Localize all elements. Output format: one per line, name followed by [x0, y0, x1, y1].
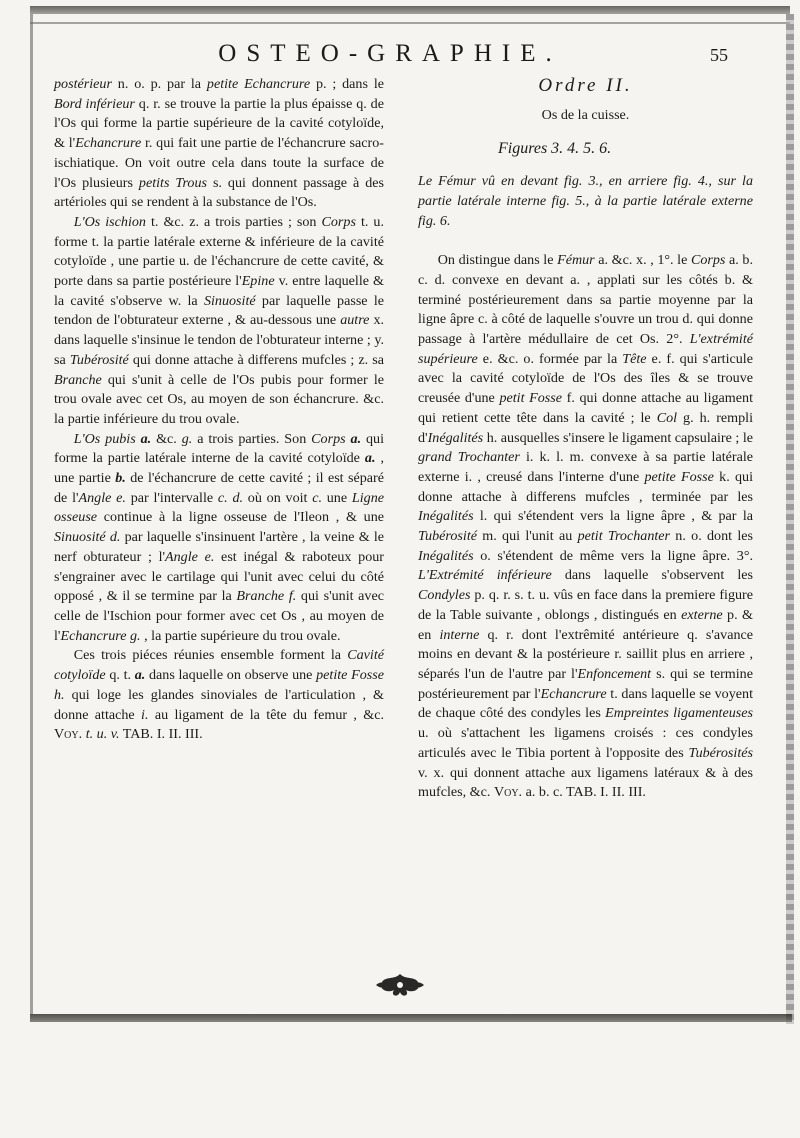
- text-run: L'Os pubis: [73, 430, 136, 447]
- text-run: est inégal & raboteux pour s'engrainer avec le cartilage qui l'unit avec celui du côté opposé , & il se termine par la: [54, 548, 384, 605]
- text-run: c. d.: [217, 489, 244, 506]
- text-run: a.: [134, 667, 146, 684]
- text-run: Inégalités: [418, 547, 474, 564]
- text-run: Inégalités: [427, 429, 484, 446]
- text-run: Condyles: [418, 587, 471, 604]
- text-run: v. x. qui donnent attache aux ligamens latéraux & à des mufcles, &c.: [418, 764, 753, 801]
- paragraph-pubis: [54, 430, 384, 647]
- text-run: Ligne osseuse: [54, 489, 384, 526]
- text-run: Inégalités: [418, 508, 474, 525]
- text-run: par laquelle s'insinuent l'artère , la veine & le nerf obturateur ; l': [54, 529, 384, 565]
- text-run: r. qui fait une partie de l'échancrure sacro-ischiatique. On voit outre cela dans toute la surface de l'Os plusieurs: [54, 135, 384, 191]
- text-run: petits Trous: [138, 174, 207, 191]
- text-run: Echancrure g.: [60, 627, 141, 644]
- right-column: [418, 75, 753, 803]
- paragraph-femur: [418, 251, 753, 803]
- text-run: grand Trochanter: [418, 449, 520, 466]
- text-run: où on voit: [243, 489, 313, 506]
- text-run: a trois parties. Son: [192, 430, 312, 447]
- text-run: Tête: [622, 350, 647, 367]
- right-border-rule: [786, 14, 794, 1024]
- text-run: t. &c. z. a trois parties ; son: [145, 213, 322, 230]
- text-run: Cavité cotyloïde: [54, 647, 384, 684]
- section-subheading: Os de la cuisse.: [541, 106, 630, 123]
- text-run: g.: [181, 430, 193, 447]
- text-run: l. qui s'étendent vers la ligne âpre , & par la: [473, 508, 753, 525]
- text-run: petit Fosse: [499, 390, 563, 407]
- text-run: qui s'unit à celle de l'Os pubis pour former le trou ovale avec cet Os, au moyen de son échancrure. &c. la partie inférieure du trou ovale.: [54, 371, 384, 427]
- text-run: Sinuosité d.: [54, 529, 121, 546]
- text-run: e. &c. o. formée par la: [477, 350, 623, 367]
- text-run: par l'intervalle: [125, 489, 218, 506]
- text-run: petite Echancrure: [206, 76, 311, 92]
- text-run: de l'échancrure de cette cavité ; il est séparé de l': [54, 470, 384, 506]
- text-run: Corps: [321, 213, 356, 230]
- text-run: une: [322, 489, 352, 506]
- text-run: par laquelle passe le tendon de l'obturateur externe , & au-dessous une: [54, 292, 384, 329]
- text-run: a. b. c. d. convexe en devant a. , applati sur les côtés b. & terminé postérieurement dans sa partie moyenne par la ligne âpre c. à côté de laquelle s'ouvre un trou d. qui donne passage à l'artère médullaire de cet Os. 2°.: [418, 252, 753, 348]
- paragraph-ilium-end: [54, 75, 384, 213]
- text-run: externe: [681, 606, 723, 623]
- text-run: Echancrure: [75, 135, 142, 152]
- text-run: Tubérosité: [69, 351, 129, 368]
- left-column: [54, 75, 384, 745]
- text-run: qui loge les glandes sinoviales de l'articulation , & donne attache: [54, 686, 384, 723]
- text-run: Echancrure: [540, 685, 607, 702]
- text-run: Angle: [78, 489, 112, 506]
- text-run: q. t.: [105, 667, 135, 684]
- text-run: a.: [350, 430, 362, 447]
- text-run: t. u. v.: [85, 726, 120, 743]
- text-run: postérieur: [54, 76, 112, 92]
- text-run: t. dans laquelle se voyent de chaque côté des condyles les: [418, 685, 753, 722]
- text-run: Sinuosité: [203, 292, 256, 309]
- text-run: Voy.: [54, 726, 83, 743]
- text-run: k. qui donne attache à differens mufcles , terminée par les: [418, 468, 753, 505]
- section-heading: Ordre II.: [538, 75, 633, 96]
- text-run: petit Trochanter: [577, 528, 671, 545]
- text-run: q. r. dont l'extrêmité antérieure q. s'avance moins en devant & la postérieure r. saillit plus en arriere , séparés l'un de l'autre par l': [418, 626, 754, 682]
- text-run: Branche f.: [236, 588, 297, 605]
- page-header: [0, 40, 800, 80]
- text-run: x. dans laquelle s'insinue le tendon de l'obturateur interne ; y. sa: [54, 312, 385, 368]
- text-run: Fémur: [557, 252, 595, 269]
- text-run: n. o. p. par la: [111, 76, 207, 92]
- text-run: Bord inférieur: [54, 95, 135, 112]
- text-run: qui donne attache à differens mufcles ; z. sa: [128, 351, 385, 368]
- text-run: s. qui donnent passage à des artérioles qui se rendent à la substance de l'Os.: [54, 174, 384, 211]
- text-run: On distingue dans le: [437, 252, 558, 269]
- text-run: a. b. c. TAB. I. II. III.: [522, 784, 646, 801]
- text-run: i. k. l. m. convexe à sa partie latérale externe i. , creusé dans l'interne d'une: [418, 449, 753, 485]
- text-run: autre: [340, 312, 370, 329]
- text-run: Corps: [311, 430, 346, 447]
- text-run: o. s'étendent de même vers la ligne âpre. 3°.: [473, 547, 753, 564]
- text-run: p. & en: [418, 606, 753, 643]
- bottom-border-rule: [30, 1014, 792, 1022]
- left-border-rule: [30, 14, 33, 1014]
- text-run: n. o. dont les: [670, 528, 753, 545]
- paragraph-cotyloid: [54, 646, 384, 745]
- top-border-rule: [30, 6, 790, 14]
- text-run: f. qui donne attache au ligament qui retient cette tête dans la cavité ; le: [418, 390, 753, 426]
- figures-line: Figures 3. 4. 5. 6.: [498, 140, 612, 158]
- text-run: Tubérosité: [418, 528, 477, 545]
- text-run: v. entre laquelle & la cavité s'observe w. la: [54, 273, 384, 309]
- text-run: Epine: [241, 273, 275, 290]
- text-run: e. f. qui s'articule avec la cavité cotyloïde de l'Os des îles & se trouve creusée d'une: [418, 350, 753, 407]
- text-run: p. q. r. s. t. u. vûs en face dans la premiere figure de la Table suivante , oblongs , distingués en: [418, 587, 753, 623]
- text-run: interne: [439, 626, 480, 643]
- page-number: 55: [710, 45, 728, 65]
- text-run: , la partie supérieure du trou ovale.: [140, 627, 341, 644]
- text-run: b.: [115, 470, 126, 487]
- fleuron-ornament-icon: [372, 970, 428, 1000]
- text-run: petite Fosse h.: [54, 667, 384, 703]
- text-run: p. ; dans le: [310, 76, 384, 92]
- figure-caption: Le Fémur vû en devant fig. 3., en arriere fig. 4., sur la partie latérale interne fig. 5., à la partie latérale externe fig. 6.: [418, 173, 753, 229]
- text-run: , une partie: [54, 450, 384, 487]
- text-run: Col: [656, 409, 678, 426]
- text-run: u. où s'attachent les ligamens croisés : ces condyles articulés avec le Tibia portent à l'opposite des: [418, 725, 753, 761]
- text-run: Angle e.: [165, 548, 215, 565]
- text-run: Voy.: [493, 784, 523, 801]
- text-run: g. h. rempli d': [418, 409, 753, 446]
- text-run: L'Extrémité inférieure: [418, 567, 552, 584]
- text-run: au ligament de la tête du femur , &c.: [148, 706, 385, 723]
- text-run: Ces trois piéces réunies ensemble forment la: [73, 647, 348, 664]
- paragraph-ischion: [54, 213, 384, 430]
- text-run: i.: [141, 706, 149, 723]
- text-run: qui forme la partie latérale interne de la cavité cotyloïde: [54, 430, 385, 467]
- text-run: TAB. I. II. III.: [119, 726, 203, 743]
- text-run: dans laquelle on observe une: [145, 667, 317, 684]
- text-run: qui s'unit avec celle de l'Ischion pour former avec cet Os , au moyen de l': [54, 588, 384, 644]
- text-run: petite Fosse: [644, 468, 714, 485]
- text-run: s. qui se termine postérieurement par l': [418, 665, 753, 702]
- running-title: OSTEO-GRAPHIE.: [218, 40, 562, 67]
- text-run: Empreintes ligamenteuses: [605, 705, 753, 722]
- text-run: Corps: [690, 252, 726, 269]
- text-run: L'Os ischion: [73, 213, 146, 230]
- text-run: a. &c. x. , 1°. le: [594, 252, 691, 269]
- text-run: e.: [116, 489, 126, 506]
- text-run: q. r. se trouve la partie la plus épaisse q. de l'Os qui forme la partie supérieure de la cavité cotyloïde, & l': [54, 95, 384, 152]
- text-run: h. ausquelles s'insere le ligament capsulaire ; le: [483, 429, 754, 446]
- text-run: m. qui l'unit au: [477, 528, 578, 545]
- text-run: L'extrémité supérieure: [418, 331, 753, 367]
- text-run: c.: [312, 489, 322, 506]
- text-run: a.: [140, 430, 152, 447]
- text-run: Tubérosités: [688, 744, 753, 761]
- text-run: Enfoncement: [577, 665, 652, 682]
- text-run: &c.: [151, 430, 182, 447]
- text-run: a.: [364, 450, 376, 467]
- text-run: Branche: [54, 371, 102, 388]
- text-run: t. u. forme t. la partie latérale externe & inférieure de la cavité cotyloïde , une partie u. de l'échancrure de cette cavité, & porte dans sa partie postérieure l': [54, 213, 384, 290]
- text-run: continue à la ligne osseuse de l'Ileon , & une: [97, 509, 384, 526]
- text-run: dans laquelle s'observent les: [551, 567, 754, 584]
- top-thin-rule: [30, 22, 790, 24]
